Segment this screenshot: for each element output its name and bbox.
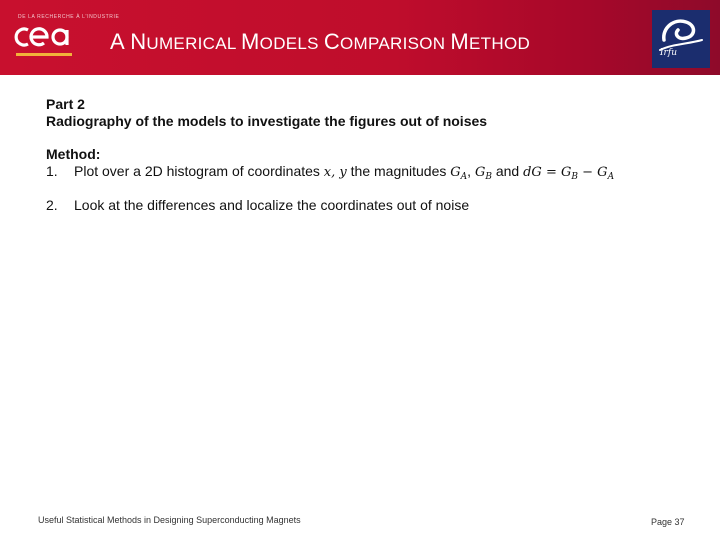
irfu-label: Irfu: [660, 48, 677, 58]
slide-title: [110, 29, 530, 57]
footer-title: Useful Statistical Methods in Designing Superconducting Magnets: [38, 515, 301, 525]
step-number: 2.: [46, 197, 58, 213]
header-banner: [0, 0, 720, 75]
title-part: A: [110, 29, 131, 54]
math-sub: B: [485, 172, 492, 182]
step1-and: and: [491, 163, 524, 179]
math-minus: −: [578, 165, 598, 180]
math-equals: =: [541, 165, 561, 180]
math-sub: B: [571, 172, 578, 182]
page-number: Page 37: [651, 517, 685, 527]
title-part: ETHOD: [469, 34, 531, 53]
math-G: G: [597, 165, 608, 180]
step-number: 1.: [46, 163, 58, 179]
slide-subtitle: Radiography of the models to investigate the figures out of noises: [46, 113, 488, 129]
title-part: OMPARISON: [340, 34, 451, 53]
step1-comma: ,: [467, 163, 475, 179]
title-part: UMERICAL: [146, 34, 242, 53]
math-G: G: [474, 165, 486, 180]
irfu-logo: [652, 10, 710, 68]
method-label: Method:: [46, 146, 101, 162]
step1-text-a: Plot over a 2D histogram of coordinates: [74, 163, 324, 179]
math-sub: A: [607, 172, 615, 182]
cea-tagline: DE LA RECHERCHE À L'INDUSTRIE: [18, 14, 120, 20]
math-G: G: [560, 165, 572, 180]
math-dG: dG: [523, 165, 542, 180]
title-part: M: [450, 29, 470, 54]
title-part: M: [241, 29, 260, 54]
math-xy: x, y: [323, 165, 347, 180]
irfu-swirl-icon: [652, 10, 710, 68]
step-text: [74, 163, 614, 186]
method-step-1: [46, 163, 686, 183]
title-part: C: [323, 29, 341, 54]
cea-logo: [14, 22, 78, 62]
part-label: Part 2: [46, 96, 85, 112]
math-sub: A: [460, 172, 468, 182]
title-part: N: [130, 29, 147, 54]
title-part: ODELS: [259, 34, 324, 53]
method-step-2: [46, 197, 686, 217]
step-text: Look at the differences and localize the coordinates out of noise: [74, 197, 470, 213]
math-G: G: [450, 165, 461, 180]
step1-text-b: the magnitudes: [346, 163, 451, 179]
